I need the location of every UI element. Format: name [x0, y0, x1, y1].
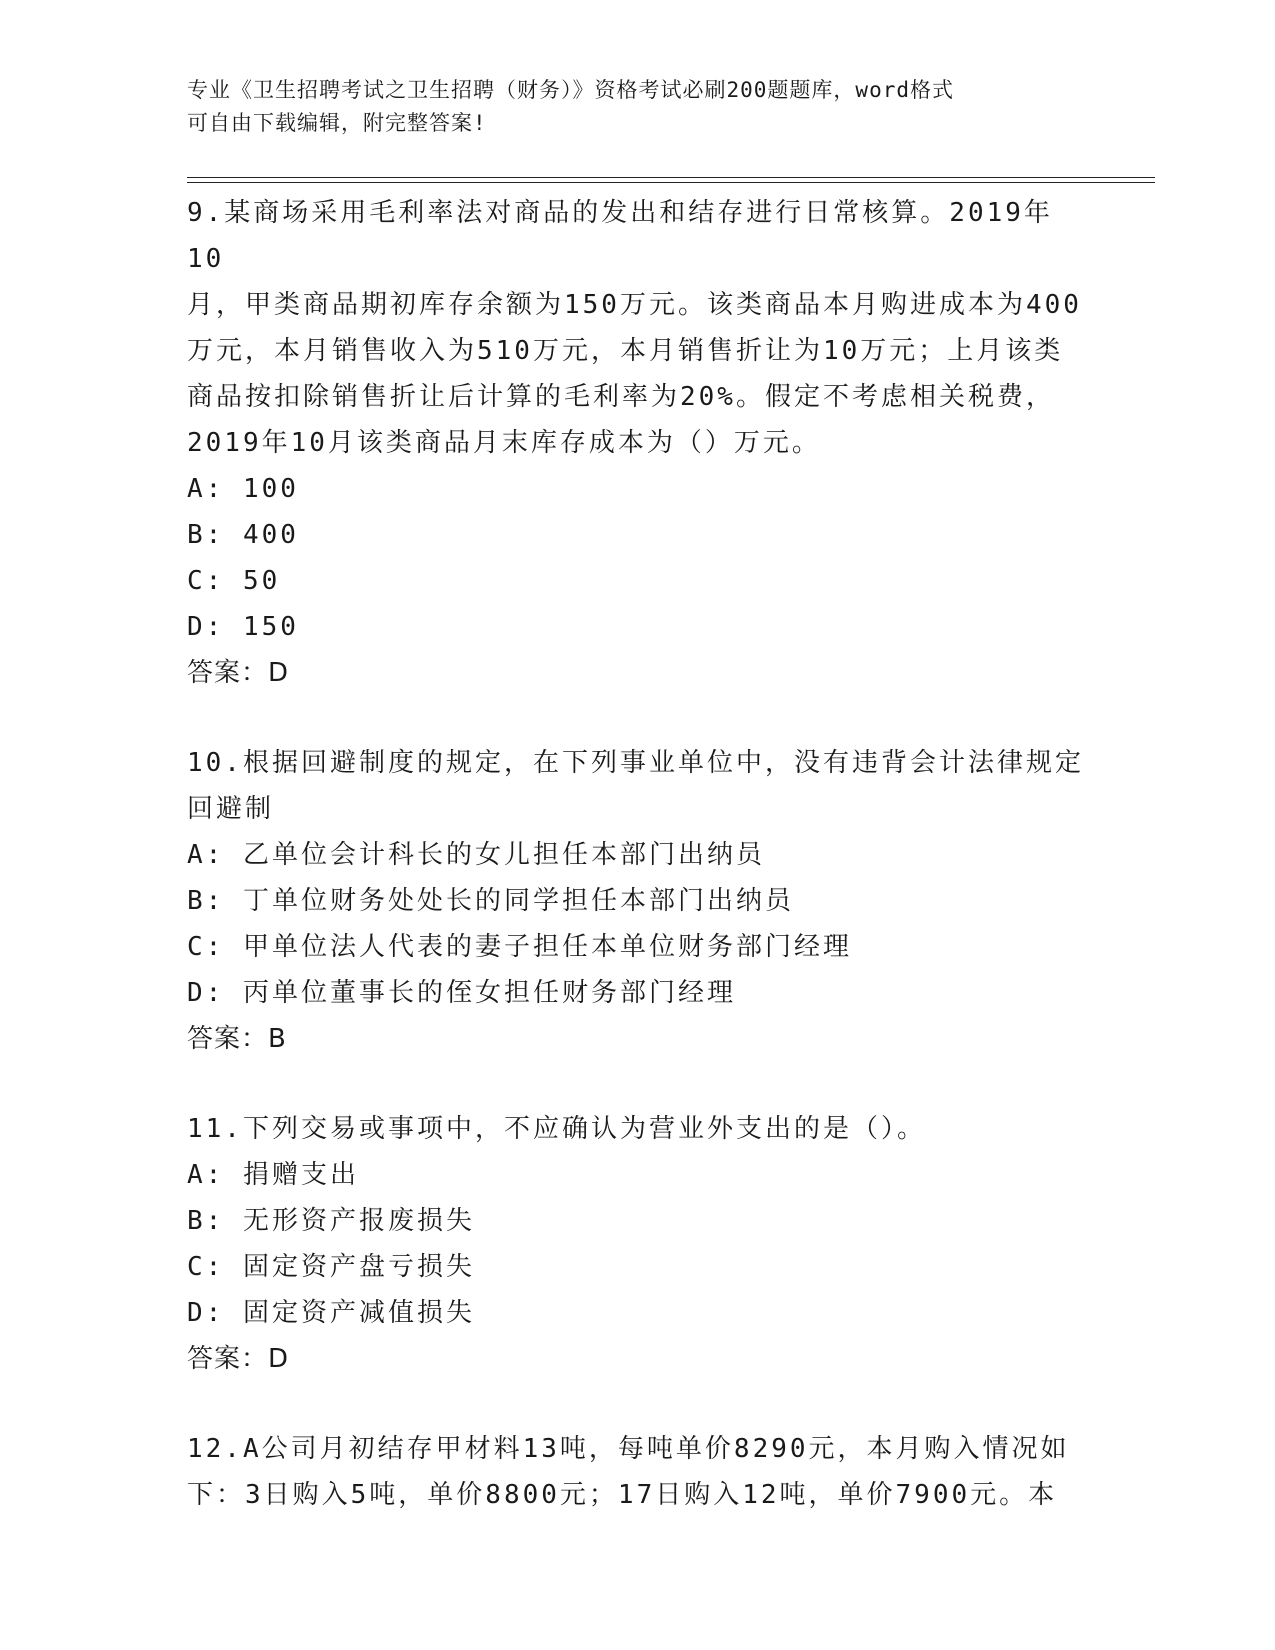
question-12	[187, 1426, 1087, 1518]
question-text-line: 10.根据回避制度的规定，在下列事业单位中，没有违背会计法律规定	[187, 748, 1084, 778]
spacer	[187, 696, 1087, 740]
option-c: C: 50	[187, 566, 281, 596]
question-text-line: 11.下列交易或事项中，不应确认为营业外支出的是（）。	[187, 1114, 926, 1144]
answer-line: 答案：B	[187, 1024, 287, 1054]
option-b: B: 400	[187, 520, 299, 550]
question-10	[187, 740, 1087, 1062]
option-d: D: 150	[187, 612, 299, 642]
header-divider-bottom	[187, 182, 1155, 183]
question-text-line: 12.A公司月初结存甲材料13吨，每吨单价8290元，本月购入情况如	[187, 1434, 1070, 1464]
document-header	[187, 74, 1067, 140]
option-a: A: 捐赠支出	[187, 1160, 359, 1190]
question-text-line: 月，甲类商品期初库存余额为150万元。该类商品本月购进成本为400	[187, 290, 1082, 320]
question-text-line: 商品按扣除销售折让后计算的毛利率为20%。假定不考虑相关税费，	[187, 382, 1055, 412]
header-line-1: 专业《卫生招聘考试之卫生招聘（财务）》资格考试必刷200题题库，word格式	[187, 78, 954, 102]
option-d: D: 固定资产减值损失	[187, 1298, 475, 1328]
question-text-line: 万元，本月销售收入为510万元，本月销售折让为10万元；上月该类	[187, 336, 1064, 366]
question-text-line: 回避制	[187, 794, 275, 824]
spacer	[187, 1382, 1087, 1426]
option-b: B: 无形资产报废损失	[187, 1206, 475, 1236]
option-b: B: 丁单位财务处处长的同学担任本部门出纳员	[187, 886, 794, 916]
answer-line: 答案：D	[187, 1344, 290, 1374]
spacer	[187, 1062, 1087, 1106]
option-d: D: 丙单位董事长的侄女担任财务部门经理	[187, 978, 736, 1008]
question-9	[187, 190, 1087, 696]
question-text-line: 9.某商场采用毛利率法对商品的发出和结存进行日常核算。2019年10	[187, 198, 1053, 274]
option-c: C: 甲单位法人代表的妻子担任本单位财务部门经理	[187, 932, 852, 962]
header-line-2: 可自由下载编辑，附完整答案!	[187, 111, 487, 135]
option-c: C: 固定资产盘亏损失	[187, 1252, 475, 1282]
option-a: A: 100	[187, 474, 299, 504]
question-text-line: 下：3日购入5吨，单价8800元；17日购入12吨，单价7900元。本	[187, 1480, 1058, 1510]
question-list	[187, 190, 1087, 1518]
header-divider-top	[187, 177, 1155, 178]
option-a: A: 乙单位会计科长的女儿担任本部门出纳员	[187, 840, 765, 870]
question-11	[187, 1106, 1087, 1382]
question-text-line: 2019年10月该类商品月末库存成本为（）万元。	[187, 428, 821, 458]
answer-line: 答案：D	[187, 658, 290, 688]
